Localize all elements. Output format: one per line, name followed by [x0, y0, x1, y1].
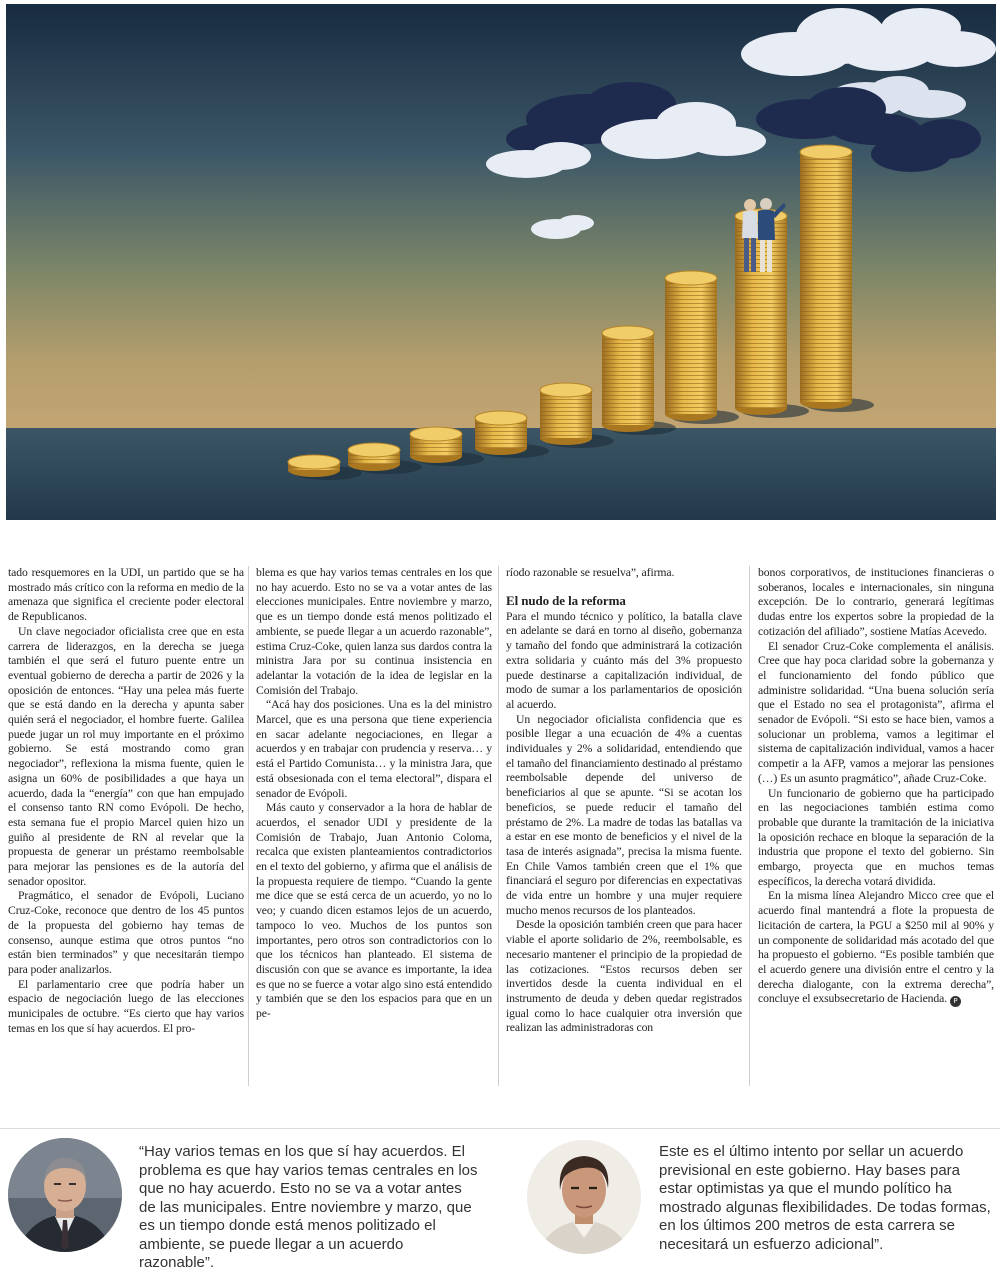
- column-divider: [498, 566, 499, 1086]
- coin-stairs-illustration: [6, 4, 996, 520]
- man-portrait-icon: [527, 1140, 641, 1254]
- paragraph: Para el mundo técnico y político, la batalla clave en adelante se dará en torno al diseño, gobernanza y tamaño del fondo que administrará la cotización extra solidaria y cuánto más del 3% propuesto puede destinarse a capitalización individual, de modo de sumar a los parlamentarios de oposición al acuerdo.: [506, 609, 742, 711]
- paragraph: tado resquemores en la UDI, un partido que se ha mostrado más crítico con la reforma en medio de la amenaza que significa el creciente poder electoral de Republicanos.: [8, 566, 244, 624]
- column-divider: [749, 566, 750, 1086]
- pull-quote: Este es el último intento por sellar un acuerdo previsional en este gobierno. Hay bases para estar optimistas ya que el mundo político ha mostrado algunas flexibilidades. De todas formas, en los últimos 200 metros de esta carrera se necesitará un esfuerzo adicional”.: [659, 1143, 991, 1253]
- portrait-avatar: [527, 1140, 641, 1254]
- article-illustration: [6, 4, 996, 520]
- article-column-2: [256, 566, 492, 1022]
- column-divider: [248, 566, 249, 1086]
- article-column-3: [506, 566, 742, 1036]
- paragraph: bonos corporativos, de instituciones financieras o soberanos, locales e internacionales, sin ninguna excepción. De lo contrario, generará legítimas dudas entre los expertos sobre la propiedad de la cotización del afiliado”, sostiene Matías Acevedo.: [758, 566, 994, 638]
- paragraph: blema es que hay varios temas centrales en los que no hay acuerdo. Esto no se va a votar antes de las elecciones municipales. Entre noviembre y marzo, que es un tiempo donde está menos politizado el ambiente, se puede llegar a un acuerdo razonable”, estima Cruz-Coke, quien lanza sus dardos contra la ministra Jara por su continua insistencia en adelantar la votación de la idea de legislar en la Comisión del Trabajo.: [256, 566, 492, 697]
- paragraph: Más cauto y conservador a la hora de hablar de acuerdos, el senador UDI y presidente de la Comisión de Trabajo, Juan Antonio Coloma, recalca que existen planteamientos contradictorios en el texto del gobierno, y afirma que el análisis de la propuesta requiere de tiempo. “Cuando la gente me dice que se está cerca de un acuerdo, yo no lo veo; y cuando dicen estamos lejos de un acuerdo, tampoco lo veo. Muchos de los puntos son importantes, pero otros son contradictorios con lo que los técnicos han planteado. El sistema de discusión con que se avance es importante, la idea es que no se fuerce a votar algo sino está entendido y también que se den los espacios para que en un pe-: [256, 801, 492, 1021]
- paragraph: Un funcionario de gobierno que ha participado en las negociaciones también estima como probable que durante la tramitación de la iniciativa la oposición rechace en bloque la separación de la industria que propone el texto del gobierno. Sin embargo, proyecta que en muchos temas específicos, la derecha votará dividida.: [758, 786, 994, 888]
- quote-section-divider: [0, 1128, 1000, 1129]
- paragraph: Pragmático, el senador de Evópoli, Luciano Cruz-Coke, reconoce que dentro de los 45 puntos de la propuesta del gobierno hay temas de consenso, aunque estima que otros puntos “no están bien terminados” y que necesitarán tiempo para poder analizarlos.: [8, 889, 244, 976]
- paragraph: Un negociador oficialista confidencia que es posible llegar a una ecuación de 4% a cuentas individuales y 2% a solidaridad, entendiendo que el tamaño del financiamiento destinado al préstamo reembolsable depende del universo de beneficiarios al que se apunte. “Si se acotan los beneficios, se puede reducir el tamaño del préstamo de 2%. La madre de todas las batallas va a estar en ese monto de beneficios y el nivel de la tasa de interés asignada”, precisa la misma fuente. En Chile Vamos también creen que el 1% que financiará el seguro por diferencias en expectativas de vida entre un hombre y una mujer requiere mucho menos recursos de los planteados.: [506, 712, 742, 917]
- end-of-article-icon: P: [950, 996, 961, 1007]
- paragraph: ríodo razonable se resuelva”, afirma.: [506, 566, 675, 579]
- paragraph: Un clave negociador oficialista cree que en esta carrera de liderazgos, en la derecha se juega también el que será el futuro puente entre un eventual gobierno de derecha a partir de 2026 y la oposición de entonces. “Hay una pelea más fuerte que se está dando en la derecha y apunta saber quién será el negociador, el hombre fuerte. Galilea puede jugar un rol muy importante en el próximo gobierno. Se está mostrando como gran negociador”, reflexiona la misma fuente, quien le asigna un 60% de posibilidades a que haya un acuerdo, dada la “energía” con que han empujado el consenso tanto RN como Evópoli. De hecho, esta semana fue el propio Marcel quien hizo un guiño al presidente de RN al revelar que la propuesta de generar un préstamo reembolsable para mejorar las pensiones es de la autoría del senador opositor.: [8, 624, 244, 888]
- man-portrait-icon: [8, 1138, 122, 1252]
- pull-quote: “Hay varios temas en los que sí hay acuerdos. El problema es que hay varios temas centrales en los que no hay acuerdo. Esto no se va a votar antes de las municipales. Entre noviembre y marzo, que es un tiempo donde está menos politizado el ambiente, se puede llegar a un acuerdo razonable”.: [139, 1143, 478, 1271]
- subheading: El nudo de la reforma: [506, 592, 626, 608]
- paragraph: El parlamentario cree que podría haber un espacio de negociación luego de las elecciones municipales de octubre. “Es cierto que hay varios temas en los que sí hay acuerdos. El pro-: [8, 977, 244, 1035]
- paragraph: El senador Cruz-Coke complementa el análisis. Cree que hay poca claridad sobre la gobernanza y el funcionamiento del fondo público que administre solidaridad. “Una buena solución sería que el Estado no sea el protagonista”, afirma el senador de Evópoli. “Si esto se hace bien, vamos a solucionar un problema, vamos a legitimar el sistema de capitalización individual, vamos a hacer competir a la AFP, vamos a mejorar las pensiones (…) Es un asunto pragmático”, añade Cruz-Coke.: [758, 639, 994, 785]
- article-column-1: [8, 566, 244, 1037]
- portrait-avatar: [8, 1138, 122, 1252]
- article-column-4: [758, 566, 994, 1007]
- paragraph: [758, 889, 994, 1007]
- paragraph-text: En la misma línea Alejandro Micco cree que el acuerdo final mantendrá a flote la propuesta de licitación de cartera, la PGU a $250 mil al 90% y un componente de solidaridad más acotado del que ha propuesto el gobierno. “Es posible también que el acuerdo genere una división entre el centro y la derecha dialogante, con la extrema derecha”, concluye el exsubsecretario de Hacienda.: [758, 889, 994, 1006]
- paragraph: “Acá hay dos posiciones. Una es la del ministro Marcel, que es una persona que tiene experiencia en sacar adelante negociaciones, en llegar a acuerdos y en trabajar con prudencia y reserva… y está el Partido Comunista… y la ministra Jara, que está obsesionada con el tema electoral”, dispara el senador de Evópoli.: [256, 698, 492, 800]
- paragraph: Desde la oposición también creen que para hacer viable el aporte solidario de 2%, reembolsable, es necesario mantener el principio de la propiedad de las cotizaciones. “Estos recursos deben ser invertidos desde la cuenta individual en el instrumento de deuda y deben quedar registrados igual como lo hace cualquier otra inversión que realizan las administradoras con: [506, 918, 742, 1035]
